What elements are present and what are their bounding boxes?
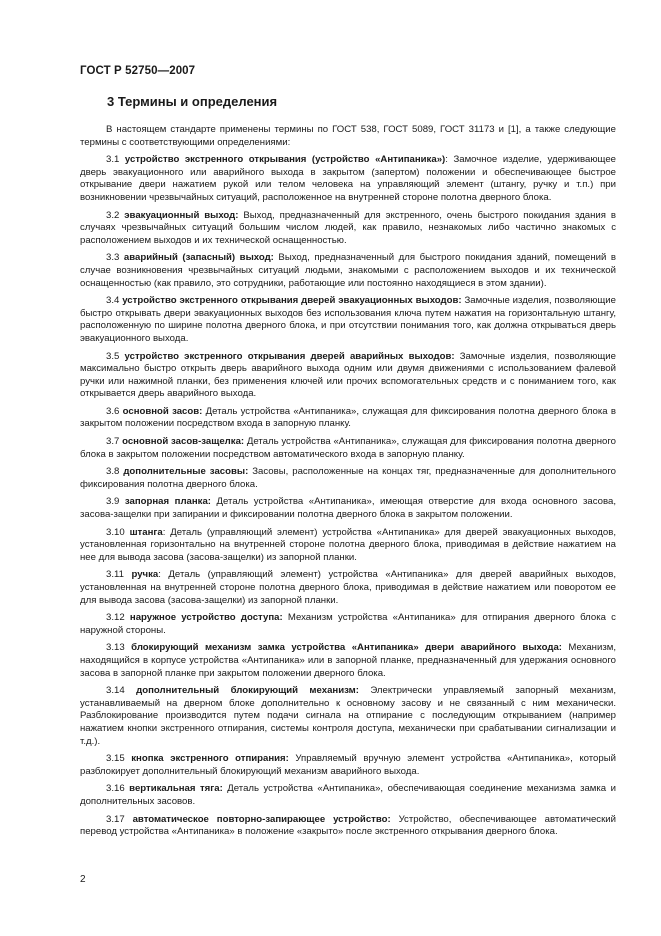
term-number: 3.8 [106,466,120,478]
term-definition [80,753,616,778]
term-text: Замочные изделия, позволяющие максимально быстро открыть дверь аварийного выхода одним или двумя движениями с использованием фалевой ручки или нажимной планки, без применения ключей или прочих вспомогательных средств и с пониманием того, как открывается дверь аварийного выхода. [80,350,617,400]
standard-header: ГОСТ Р 52750—2007 [80,65,196,77]
term-name: дополнительные засовы: [123,466,249,478]
term-definition [80,210,616,248]
term-number: 3.2 [106,209,120,221]
section-title: 3 Термины и определения [107,94,278,109]
term-text: Механизм, находящийся в корпусе устройства «Антипаника» или в запорной планке, предназначенный для удержания основного засова в запорной планке при закрытом положении дверного блока. [80,642,616,679]
term-number: 3.1 [106,154,120,166]
term-number: 3.14 [106,685,125,697]
term-number: 3.15 [106,753,125,765]
term-text: Механизм устройства «Антипаника» для отпирания дверного блока с наружной стороны. [80,612,616,636]
term-number: 3.10 [106,526,125,538]
term-number: 3.16 [106,783,125,795]
term-text: Деталь устройства «Антипаника», служащая для фиксирования полотна дверного блока в закрытом положении посредством входа в запорную планку. [80,405,616,430]
term-text: Деталь устройства «Антипаника», имеющая отверстие для входа основного засова, засова-защелки при запирании и фиксировании полотна дверного блока в закрытом положении. [80,496,616,521]
term-number: 3.9 [106,496,120,508]
term-number: 3.3 [106,252,120,264]
term-number: 3.11 [106,569,124,581]
term-definition [80,642,616,680]
term-number: 3.5 [106,350,120,362]
term-name: наружное устройство доступа: [129,612,283,624]
term-name: запорная планка: [124,496,211,508]
terms-list [80,154,616,839]
term-definition [80,466,616,491]
term-number: 3.13 [106,642,125,654]
term-name: основной засов: [122,405,203,417]
term-number: 3.6 [106,405,120,417]
term-name: кнопка экстренного отпирания: [131,753,289,765]
term-text: Выход, предназначенный для быстрого покидания зданий, помещений в случае возникновения чрезвычайных ситуаций людьми, знакомыми с расположением выходов и их технической оснащенностью (как правило, это сотрудники, работающие или постоянно находящиеся в этом здании). [80,252,616,289]
term-number: 3.12 [106,612,125,624]
term-name: автоматическое повторно-запирающее устройство: [132,813,391,825]
term-text: Замочные изделия, позволяющие быстро открывать двери эвакуационных выходов без использования ключа путем нажатия на горизонтальную штангу, расположенную по ширине полотна дверного блока, и при отсутствии понимания того, как должна открываться дверь эвакуационного выхода. [80,295,617,344]
term-definition [80,612,616,637]
term-name: блокирующий механизм замка устройства «Антипаника» двери аварийного выхода: [131,642,562,654]
term-name: вертикальная тяга: [129,783,223,795]
term-definition [80,569,616,607]
term-text: Управляемый вручную элемент устройства «Антипаника», который разблокирует дополнительный блокирующий механизм аварийного выхода. [80,753,616,777]
term-text: : Замочное изделие, удерживающее дверь эвакуационного или аварийного выхода в закрытом (запертом) положении и обеспечивающее быстрое открывание двери нажатием рукой или телом человека на управляющий элемент (штангу, ручку и т.п.) при возникновении чрезвычайных ситуаций, расположенное на внутренней стороне полотна дверного блока. [80,154,616,203]
term-definition [80,406,616,431]
term-name: ручка [131,569,159,581]
page-number: 2 [80,874,86,885]
term-definition [80,685,616,748]
term-text: Деталь устройства «Антипаника», служащая для фиксирования полотна дверного блока в закрытом положении посредством автоматического входа в запорную планку. [80,436,616,460]
term-definition [80,496,616,521]
term-definition [80,783,616,808]
term-text: : Деталь (управляющий элемент) устройства «Антипаника» для дверей эвакуационных выходов, установленная горизонтально на внутренней стороне полотна дверного блока, приводимая в действие нажатием на нее для вывода засова (засова-защелки) из запорной планки. [80,526,616,563]
term-text: Устройство, обеспечивающее автоматический перевод устройства «Антипаника» в положение «закрыто» после экстренного открывания дверного блока. [80,813,616,838]
term-definition [80,351,616,401]
term-definition [80,814,616,839]
term-text: : Деталь (управляющий элемент) устройства «Антипаника» для дверей аварийных выходов, установленная на внутренней стороне полотна дверного блока, приводимая в действие нажатием или поворотом ее для вывода засова (засова-защелки) из запорной планки. [80,569,617,606]
term-name: эвакуационный выход: [124,209,239,221]
term-number: 3.17 [106,813,125,825]
term-name: устройство экстренного открывания дверей аварийных выходов: [124,350,455,362]
term-text: Засовы, расположенные на концах тяг, предназначенные для дополнительного фиксирования полотна дверного блока. [80,466,616,490]
term-text: Деталь устройства «Антипаника», обеспечивающая соединение механизма замка и дополнительных засовов. [80,783,616,807]
term-definition [80,154,616,204]
term-text: Электрически управляемый запорный механизм, устанавливаемый на дверном блоке дополнительно к основному засову и не связанный с ним механически. Разблокирование производится путем подачи сигнала на отпирание с последующим открыванием (например нажатием кнопки экстренного отпирания, системы контроля доступа, механически при срабатывании сигнализации и т.д.). [80,685,616,747]
term-name: основной засов-защелка: [122,436,245,448]
term-definition [80,527,616,565]
term-number: 3.7 [106,436,120,448]
term-definition [80,436,616,461]
term-definition [80,252,616,290]
term-name: штанга [129,526,163,538]
term-name: устройство экстренного открывания (устройство «Антипаника») [124,154,446,166]
intro-paragraph: В настоящем стандарте применены термины по ГОСТ 538, ГОСТ 5089, ГОСТ 31173 и [1], а также следующие термины с соответствующими определениями: [80,124,616,148]
term-name: аварийный (запасный) выход: [123,252,274,264]
term-name: дополнительный блокирующий механизм: [136,685,359,697]
term-text: Выход, предназначенный для экстренного, очень быстрого покидания здания в случаях чрезвычайных ситуаций большим числом людей, как правило, незнакомых либо частично знакомых с расположением выходов и их технической оснащенностью. [80,209,616,246]
term-definition [80,295,616,345]
term-number: 3.4 [106,295,120,307]
term-name: устройство экстренного открывания дверей эвакуационных выходов: [122,295,462,307]
document-body [80,124,616,844]
